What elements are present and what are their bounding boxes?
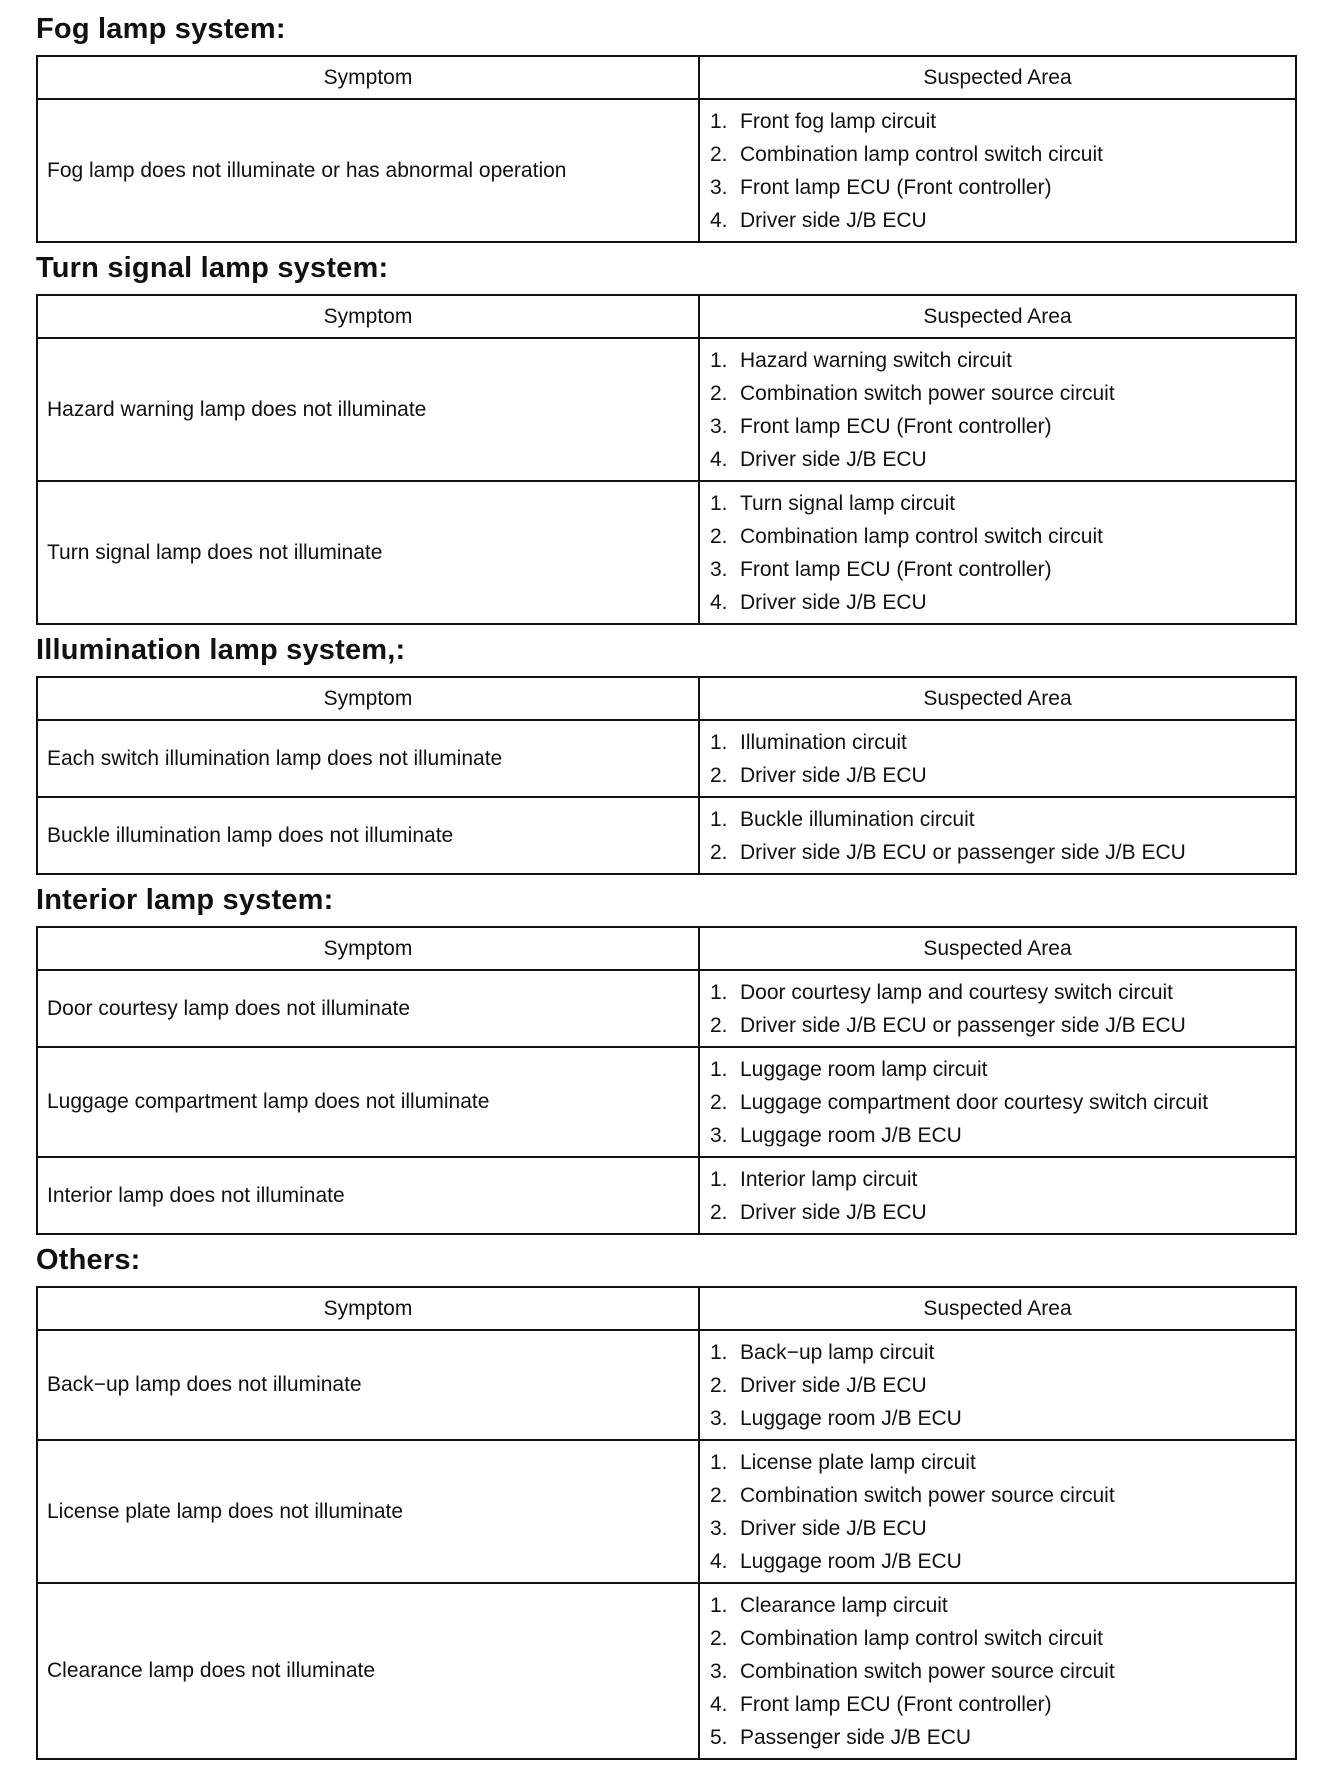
list-item	[710, 726, 1295, 759]
list-item	[710, 1446, 1295, 1479]
table-header-row	[37, 1287, 1296, 1330]
list-item	[710, 138, 1295, 171]
suspected-area-list	[710, 344, 1295, 476]
suspected-area-list	[710, 487, 1295, 619]
list-item-text: Combination lamp control switch circuit	[740, 1627, 1103, 1650]
suspected-area-list	[710, 1336, 1295, 1435]
list-item-text: Buckle illumination circuit	[740, 808, 975, 831]
list-item-text: Combination lamp control switch circuit	[740, 525, 1103, 548]
list-item	[710, 1655, 1295, 1688]
list-item	[710, 1721, 1295, 1754]
column-header-suspected-area: Suspected Area	[699, 56, 1296, 99]
column-header-symptom: Symptom	[37, 1287, 699, 1330]
list-item-number: 4.	[710, 1550, 728, 1573]
list-item-text: Turn signal lamp circuit	[740, 492, 956, 515]
symptom-table	[36, 676, 1297, 875]
list-item	[710, 1336, 1295, 1369]
table-row	[37, 1157, 1296, 1234]
list-item-text: Combination switch power source circuit	[740, 1660, 1115, 1683]
list-item-number: 1.	[710, 1341, 728, 1364]
list-item-text: Interior lamp circuit	[740, 1168, 918, 1191]
list-item-number: 4.	[710, 448, 728, 471]
list-item	[710, 344, 1295, 377]
symptom-cell: License plate lamp does not illuminate	[37, 1440, 699, 1583]
suspected-area-list	[710, 803, 1295, 869]
suspected-area-list	[710, 1589, 1295, 1754]
symptom-cell: Luggage compartment lamp does not illuminate	[37, 1047, 699, 1157]
list-item-text: Combination switch power source circuit	[740, 382, 1115, 405]
list-item-text: Front lamp ECU (Front controller)	[740, 558, 1052, 581]
list-item	[710, 1545, 1295, 1578]
table-row	[37, 481, 1296, 624]
suspected-area-cell	[699, 338, 1296, 481]
suspected-area-cell	[699, 970, 1296, 1047]
troubleshooting-document	[36, 10, 1295, 1766]
list-item	[710, 1622, 1295, 1655]
list-item-text: Front lamp ECU (Front controller)	[740, 176, 1052, 199]
table-row	[37, 1330, 1296, 1440]
list-item-number: 4.	[710, 591, 728, 614]
list-item	[710, 1512, 1295, 1545]
list-item-text: Passenger side J/B ECU	[740, 1726, 972, 1749]
suspected-area-list	[710, 105, 1295, 237]
table-row	[37, 720, 1296, 797]
list-item-text: Driver side J/B ECU	[740, 591, 927, 614]
list-item-number: 2.	[710, 764, 728, 787]
list-item-text: Front fog lamp circuit	[740, 110, 937, 133]
list-item-text: Hazard warning switch circuit	[740, 349, 1012, 372]
section-title: Interior lamp system:	[36, 884, 334, 916]
list-item-number: 3.	[710, 1407, 728, 1430]
suspected-area-cell	[699, 1330, 1296, 1440]
list-item-number: 5.	[710, 1726, 728, 1749]
list-item-number: 1.	[710, 1451, 728, 1474]
list-item-text: Illumination circuit	[740, 731, 907, 754]
table-row	[37, 970, 1296, 1047]
list-item-text: Driver side J/B ECU	[740, 209, 927, 232]
list-item-number: 3.	[710, 558, 728, 581]
list-item	[710, 171, 1295, 204]
list-item-number: 1.	[710, 808, 728, 831]
symptom-table	[36, 55, 1297, 243]
list-item-text: Front lamp ECU (Front controller)	[740, 1693, 1052, 1716]
suspected-area-cell	[699, 1157, 1296, 1234]
section-title: Fog lamp system:	[36, 13, 286, 45]
table-header-row	[37, 56, 1296, 99]
list-item	[710, 204, 1295, 237]
list-item	[710, 553, 1295, 586]
list-item-number: 2.	[710, 525, 728, 548]
list-item-text: Driver side J/B ECU	[740, 1517, 927, 1540]
list-item	[710, 377, 1295, 410]
list-item-text: Luggage compartment door courtesy switch circuit	[740, 1091, 1209, 1114]
table-header-row	[37, 927, 1296, 970]
suspected-area-cell	[699, 1583, 1296, 1759]
list-item-text: Luggage room lamp circuit	[740, 1058, 988, 1081]
list-item-text: Driver side J/B ECU	[740, 1201, 927, 1224]
table-row	[37, 99, 1296, 242]
list-item-text: Driver side J/B ECU	[740, 764, 927, 787]
column-header-symptom: Symptom	[37, 56, 699, 99]
symptom-cell: Interior lamp does not illuminate	[37, 1157, 699, 1234]
column-header-symptom: Symptom	[37, 677, 699, 720]
column-header-suspected-area: Suspected Area	[699, 1287, 1296, 1330]
list-item-number: 2.	[710, 1091, 728, 1114]
list-item-number: 1.	[710, 981, 728, 1004]
list-item-text: Luggage room J/B ECU	[740, 1550, 962, 1573]
symptom-cell: Back−up lamp does not illuminate	[37, 1330, 699, 1440]
list-item	[710, 520, 1295, 553]
list-item	[710, 1086, 1295, 1119]
list-item	[710, 586, 1295, 619]
symptom-cell: Buckle illumination lamp does not illuminate	[37, 797, 699, 874]
list-item-text: Back−up lamp circuit	[740, 1341, 935, 1364]
list-item-text: Luggage room J/B ECU	[740, 1124, 962, 1147]
list-item-text: Driver side J/B ECU	[740, 1374, 927, 1397]
list-item	[710, 410, 1295, 443]
list-item-text: Driver side J/B ECU	[740, 448, 927, 471]
list-item-number: 1.	[710, 110, 728, 133]
list-item	[710, 976, 1295, 1009]
table-row	[37, 338, 1296, 481]
list-item-number: 2.	[710, 1374, 728, 1397]
list-item-number: 2.	[710, 1484, 728, 1507]
symptom-table	[36, 926, 1297, 1235]
list-item-number: 3.	[710, 1660, 728, 1683]
list-item-number: 1.	[710, 1594, 728, 1617]
list-item-number: 2.	[710, 841, 728, 864]
list-item-number: 3.	[710, 1517, 728, 1540]
table-row	[37, 1440, 1296, 1583]
list-item-number: 2.	[710, 1627, 728, 1650]
table-header-row	[37, 677, 1296, 720]
list-item-number: 4.	[710, 209, 728, 232]
suspected-area-list	[710, 726, 1295, 792]
suspected-area-list	[710, 1446, 1295, 1578]
list-item-number: 3.	[710, 415, 728, 438]
list-item-number: 2.	[710, 1201, 728, 1224]
list-item-number: 4.	[710, 1693, 728, 1716]
table-row	[37, 797, 1296, 874]
symptom-table	[36, 1286, 1297, 1760]
list-item	[710, 1163, 1295, 1196]
suspected-area-list	[710, 976, 1295, 1042]
list-item	[710, 1196, 1295, 1229]
suspected-area-list	[710, 1163, 1295, 1229]
list-item-number: 1.	[710, 492, 728, 515]
list-item	[710, 1053, 1295, 1086]
column-header-suspected-area: Suspected Area	[699, 295, 1296, 338]
list-item-text: Door courtesy lamp and courtesy switch circuit	[740, 981, 1173, 1004]
list-item-text: Combination lamp control switch circuit	[740, 143, 1103, 166]
suspected-area-cell	[699, 720, 1296, 797]
list-item-number: 2.	[710, 1014, 728, 1037]
list-item	[710, 1119, 1295, 1152]
table-header-row	[37, 295, 1296, 338]
list-item-number: 3.	[710, 176, 728, 199]
table-row	[37, 1583, 1296, 1759]
section-title: Turn signal lamp system:	[36, 252, 389, 284]
list-item-text: License plate lamp circuit	[740, 1451, 976, 1474]
list-item	[710, 1009, 1295, 1042]
symptom-cell: Fog lamp does not illuminate or has abnormal operation	[37, 99, 699, 242]
list-item-text: Front lamp ECU (Front controller)	[740, 415, 1052, 438]
list-item-text: Clearance lamp circuit	[740, 1594, 948, 1617]
suspected-area-cell	[699, 481, 1296, 624]
list-item-number: 1.	[710, 349, 728, 372]
symptom-table	[36, 294, 1297, 625]
column-header-suspected-area: Suspected Area	[699, 927, 1296, 970]
column-header-symptom: Symptom	[37, 295, 699, 338]
section-title: Illumination lamp system,:	[36, 634, 406, 666]
list-item-number: 1.	[710, 731, 728, 754]
list-item-text: Luggage room J/B ECU	[740, 1407, 962, 1430]
list-item	[710, 1688, 1295, 1721]
symptom-cell: Door courtesy lamp does not illuminate	[37, 970, 699, 1047]
list-item	[710, 836, 1295, 869]
suspected-area-cell	[699, 1440, 1296, 1583]
list-item	[710, 1589, 1295, 1622]
symptom-cell: Turn signal lamp does not illuminate	[37, 481, 699, 624]
suspected-area-cell	[699, 99, 1296, 242]
table-row	[37, 1047, 1296, 1157]
list-item	[710, 487, 1295, 520]
list-item	[710, 105, 1295, 138]
list-item-number: 1.	[710, 1058, 728, 1081]
list-item-text: Combination switch power source circuit	[740, 1484, 1115, 1507]
list-item	[710, 443, 1295, 476]
list-item-number: 2.	[710, 382, 728, 405]
list-item	[710, 759, 1295, 792]
symptom-cell: Each switch illumination lamp does not illuminate	[37, 720, 699, 797]
symptom-cell: Clearance lamp does not illuminate	[37, 1583, 699, 1759]
symptom-cell: Hazard warning lamp does not illuminate	[37, 338, 699, 481]
suspected-area-cell	[699, 797, 1296, 874]
column-header-suspected-area: Suspected Area	[699, 677, 1296, 720]
list-item-text: Driver side J/B ECU or passenger side J/B ECU	[740, 841, 1186, 864]
list-item	[710, 803, 1295, 836]
list-item-number: 3.	[710, 1124, 728, 1147]
list-item-text: Driver side J/B ECU or passenger side J/B ECU	[740, 1014, 1186, 1037]
list-item	[710, 1479, 1295, 1512]
suspected-area-list	[710, 1053, 1295, 1152]
suspected-area-cell	[699, 1047, 1296, 1157]
list-item-number: 2.	[710, 143, 728, 166]
column-header-symptom: Symptom	[37, 927, 699, 970]
section-title: Others:	[36, 1244, 141, 1276]
list-item	[710, 1369, 1295, 1402]
list-item	[710, 1402, 1295, 1435]
list-item-number: 1.	[710, 1168, 728, 1191]
